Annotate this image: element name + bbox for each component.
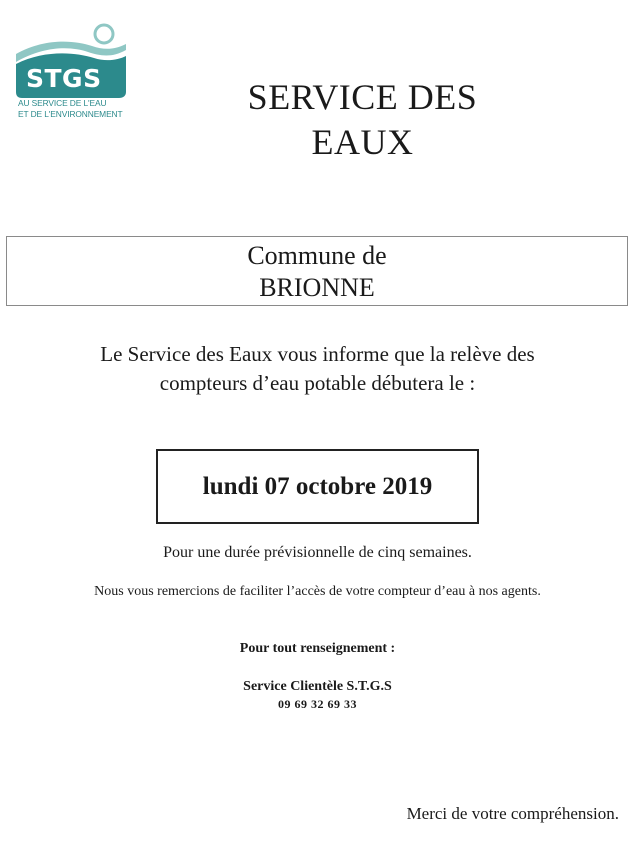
page-title-line1: SERVICE DES [247, 77, 478, 117]
commune-name: BRIONNE [259, 273, 375, 302]
logo-tagline [18, 98, 138, 120]
logo-brand-text: STGS [26, 64, 102, 93]
contact-service: Service Clientèle S.T.G.S [243, 679, 392, 694]
contact-heading: Pour tout renseignement : [239, 641, 396, 656]
intro-line1: Le Service des Eaux vous informe que la relève des [100, 342, 535, 366]
stgs-logo [14, 20, 134, 126]
start-date-box [156, 449, 479, 524]
closing-text: Merci de votre compréhension. [406, 804, 619, 823]
commune-label: Commune de [247, 241, 387, 270]
intro-line2: compteurs d’eau potable débutera le : [159, 371, 476, 395]
intro-text [30, 340, 605, 398]
page-title-line2: EAUX [311, 122, 414, 162]
logo-tagline-line2: ET DE L'ENVIRONNEMENT [18, 109, 123, 119]
page-title [160, 75, 565, 165]
logo-tagline-line1: AU SERVICE DE L'EAU [18, 98, 107, 108]
contact-phone: 09 69 32 69 33 [278, 697, 357, 711]
duration-text: Pour une durée prévisionnelle de cinq semaines. [163, 544, 472, 561]
commune-box [6, 236, 628, 306]
start-date: lundi 07 octobre 2019 [202, 472, 433, 500]
access-request-text: Nous vous remercions de faciliter l’accès de votre compteur d’eau à nos agents. [94, 584, 541, 599]
